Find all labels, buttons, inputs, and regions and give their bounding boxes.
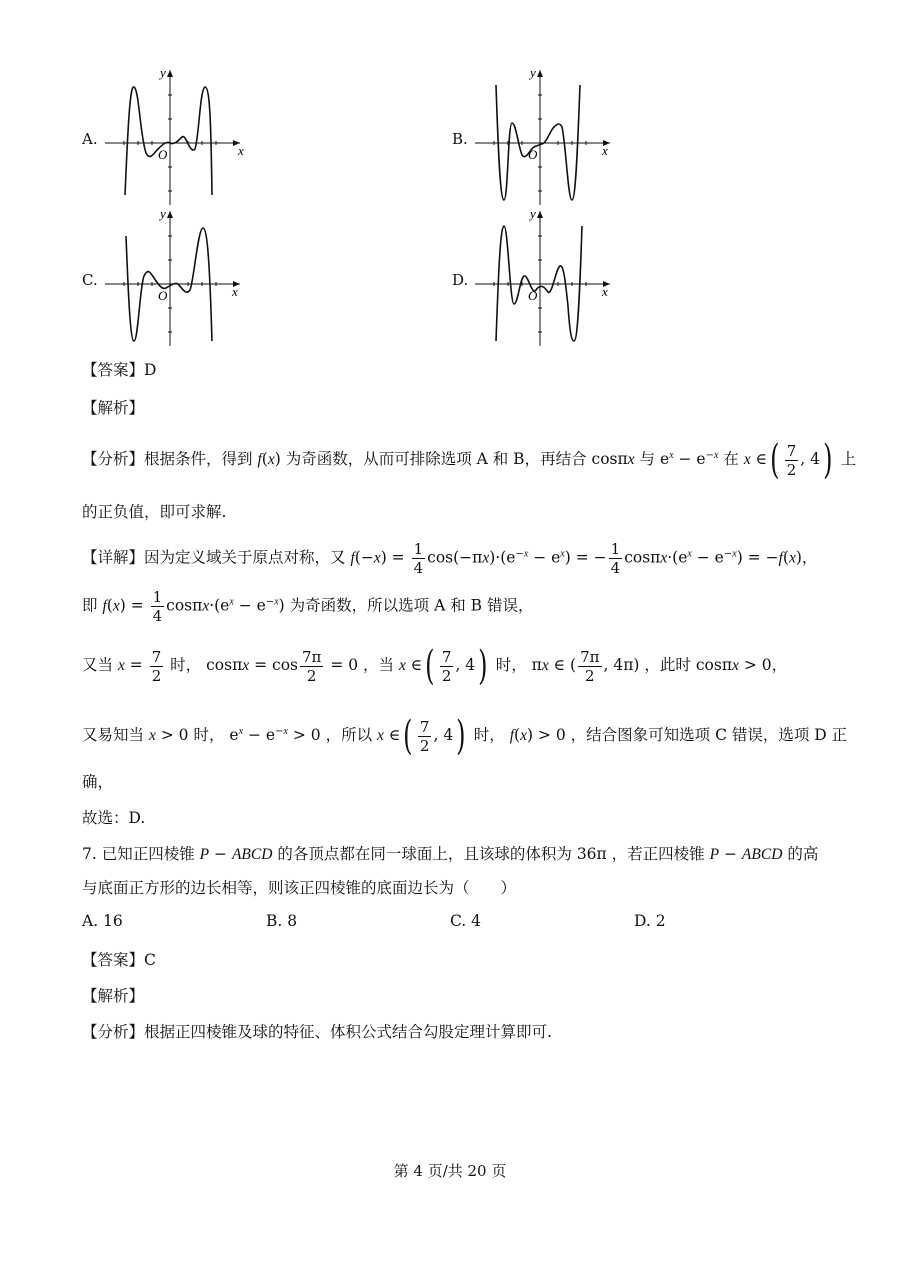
q7-option-b: B. 8 <box>266 912 298 930</box>
graph-option-a <box>100 65 250 210</box>
graph-option-d <box>470 206 620 351</box>
graph-a-origin: O <box>158 147 168 162</box>
q6-detail-text-2a: 即 <box>82 596 98 615</box>
graph-option-b <box>470 65 620 210</box>
q6-detail-text-4c: ，所以 <box>325 726 373 744</box>
q7-analysis-title: 【解析】 <box>82 987 145 1005</box>
q6-fenxi-line2: 的正负值，即可求解. <box>82 503 227 521</box>
graph-d-origin: O <box>528 288 538 303</box>
q6-detail-text-2b: 为奇函数，所以选项 A 和 B 错误， <box>289 596 534 615</box>
graph-a-y-label: y <box>160 65 166 80</box>
q7-stem-text-4: 的高 <box>787 845 819 863</box>
q6-detail-line2: 即 f(x) = $\frac{1}{4}$ $\cos\pi x\cdot(e^x - e^{-x})$ 为奇函数，所以选项 A 和 B 错误， <box>82 588 534 625</box>
q7-fenxi: 【分析】根据正四棱锥及球的特征、体积公式结合勾股定理计算即可. <box>82 1023 552 1041</box>
option-a-label: A. <box>82 130 98 148</box>
q6-detail-text-3c: ，当 <box>363 656 395 674</box>
q6-detail-text-3d: 时， <box>495 656 527 674</box>
q6-detail-text-4a: 又易知当 <box>82 726 145 744</box>
q6-answer: 【答案】D <box>82 361 157 379</box>
q6-detail-text-1: 【详解】因为定义域关于原点对称，又 <box>82 548 346 567</box>
q6-fenxi-line1: 【分析】根据条件，得到 f(x) 为奇函数，从而可排除选项 A 和 B，再结合 cosπx 与 $e^x - e^{-x}$ 在 x ∈( $\frac{7}{2}$ , 4) 上 <box>82 437 857 483</box>
q6-fenxi-text-1: 【分析】根据条件，得到 <box>82 450 253 468</box>
q6-detail-line4: 又易知当 x > 0 时， $e^x - e^{-x} > 0$ ，所以 x ∈( $\frac{7}{2}$ , 4) 时， f(x) > 0 ，结合图象可知选项 C 错误，选项 D 正 <box>82 713 848 759</box>
graph-d-x-label: x <box>602 284 608 299</box>
q7-option-d: D. 2 <box>634 912 666 930</box>
q7-stem-text-2: 的各顶点都在同一球面上，且该球的体积为 <box>277 845 572 863</box>
math-fx: f <box>257 451 262 468</box>
math-exp-diff: $e^x - e^{-x}$ <box>659 449 719 468</box>
q6-detail-text-4b: 时， <box>193 726 225 744</box>
graph-a-x-label: x <box>238 143 244 158</box>
graph-option-c <box>100 206 250 351</box>
q7-option-a: A. 16 <box>82 912 123 930</box>
q6-detail-text-4e: ，结合图象可知选项 C 错误，选项 D 正 <box>570 726 848 744</box>
graph-b-origin: O <box>528 147 538 162</box>
page-footer: 第 4 页/共 20 页 <box>393 1162 507 1180</box>
option-d-label: D. <box>452 271 469 289</box>
q6-fenxi-text-3: 与 <box>639 450 656 468</box>
q6-fenxi-text-4: 在 <box>723 450 739 468</box>
graph-b-y-label: y <box>530 65 536 80</box>
math-cos-pi-x: cosπx <box>591 450 635 468</box>
q7-stem-text-3: ，若正四棱锥 <box>611 845 705 863</box>
q6-detail-text-4d: 时， <box>473 726 505 744</box>
graph-c-x-label: x <box>232 284 238 299</box>
q7-stem-line1: 7. 已知正四棱锥 P − ABCD 的各顶点都在同一球面上，且该球的体积为 36π ，若正四棱锥 P − ABCD 的高 <box>82 845 819 863</box>
q6-choose: 故选：D. <box>82 809 146 827</box>
q6-detail-line3: 又当 x = $\frac{7}{2}$ 时， cosπx = cos $\frac{7\pi}{2}$ = 0 ，当 x ∈( $\frac{7}{2}$ , 4) 时， πx ∈ ( $\frac{7\pi}{2}$ , 4π) ，此时 cosπx > 0， <box>82 643 788 689</box>
q7-stem-text-1: 7. 已知正四棱锥 <box>82 845 195 863</box>
q6-detail-text-3b: 时， <box>170 656 202 674</box>
q6-detail-text-3a: 又当 <box>82 656 114 674</box>
graph-c-y-label: y <box>160 206 166 221</box>
q6-detail-line1: 【详解】因为定义域关于原点对称，又 f(−x) = $\frac{1}{4}$ $\cos(-\pi x)\cdot(e^{-x} - e^x)$ = − $\frac{1}{4}$ $\cos\pi x\cdot(e^x - e^{-x}) = -f(x)$， <box>82 540 818 577</box>
graph-d-y-label: y <box>530 206 536 221</box>
q6-detail-line5: 确， <box>82 773 114 791</box>
graph-b-x-label: x <box>602 143 608 158</box>
q7-stem-line2: 与底面正方形的边长相等，则该正四棱锥的底面边长为（ ） <box>82 879 517 897</box>
graph-c-origin: O <box>158 288 168 303</box>
q6-fenxi-text-5: 上 <box>840 450 857 468</box>
q7-answer: 【答案】C <box>82 951 156 969</box>
q6-detail-text-3e: ，此时 <box>644 656 691 674</box>
q7-option-c: C. 4 <box>450 912 482 930</box>
option-b-label: B. <box>452 130 468 148</box>
q6-fenxi-text-2: 为奇函数，从而可排除选项 A 和 B，再结合 <box>285 450 587 468</box>
option-c-label: C. <box>82 271 98 289</box>
q6-analysis-title: 【解析】 <box>82 399 145 417</box>
